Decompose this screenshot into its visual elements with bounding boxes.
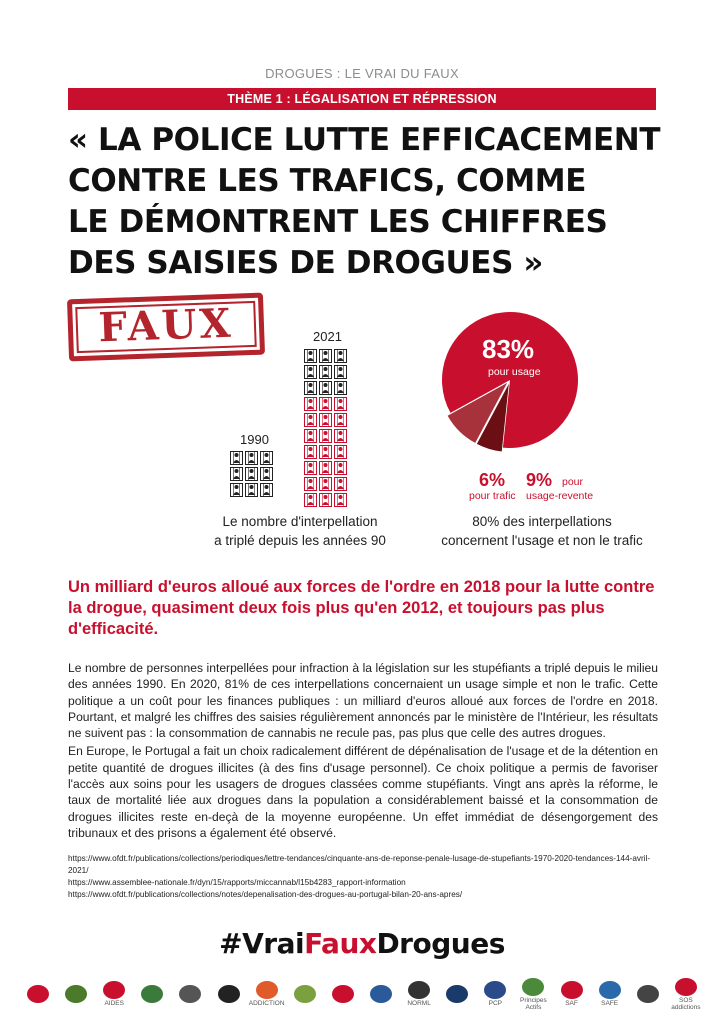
partner-logo-mark-icon [179,985,201,1003]
caption-line: 80% des interpellations [472,514,612,529]
prisoner-icon [319,445,332,459]
partner-logo [287,985,323,1004]
year-1990-label: 1990 [240,432,269,447]
slice-revente-prefix: pour [562,476,584,488]
partner-logo [325,985,361,1004]
partner-logo [515,978,551,1011]
caption-line: a triplé depuis les années 90 [214,533,386,548]
prisoner-icon [304,365,317,379]
slice-usage-value: 83% [482,334,535,364]
pie-caption [422,512,662,550]
prisoner-icon [304,461,317,475]
interpellation-caption [190,512,410,550]
partner-logo [249,981,285,1007]
partner-logo-mark-icon [522,978,544,996]
prisoner-icon [230,467,243,481]
hashtag [0,927,724,960]
partner-logo [96,981,132,1007]
caption-line: concernent l'usage et non le trafic [441,533,643,548]
partner-logo-name: ADDICTION [248,1000,285,1007]
prisoner-icon [319,349,332,363]
partner-logo-mark-icon [484,981,506,999]
prisoner-icon [334,477,347,491]
slice-trafic-label: pour trafic [469,490,516,502]
partner-logo-name: SAFE [601,1000,619,1007]
partner-logo-mark-icon [256,981,278,999]
prisoner-icon [304,381,317,395]
partner-logo [439,985,475,1004]
prisoner-icon [334,365,347,379]
partner-logo [134,985,170,1004]
partner-logo-name: SOS addictions [671,996,701,1011]
headline-line: CONTRE LES TRAFICS, COMME [68,163,586,199]
partner-logo [363,985,399,1004]
partner-logo-mark-icon [446,985,468,1003]
reference-link[interactable]: https://www.ofdt.fr/publications/collections/periodiques/lettre-tendances/cinquante-ans-de-reponse-penale-lusage-de-stupefiants-1970-2020-tendances-144-avril-2021/ [68,854,651,875]
stamp-label: FAUX [97,299,235,352]
partner-logo-mark-icon [408,981,430,999]
prisoner-icon [260,483,273,497]
lead-paragraph: Un milliard d'euros alloué aux forces de l'ordre en 2018 pour la lutte contre la drogue, quasiment deux fois plus qu'en 2012, et toujours pas plus d'efficacité. [68,578,655,638]
partner-logo-mark-icon [141,985,163,1003]
prisoner-icon [304,349,317,363]
partner-logo-name: NORML [407,1000,431,1007]
prisoner-icon [334,349,347,363]
partner-logo-name: AIDES [104,1000,124,1007]
prisoner-icon [319,461,332,475]
prisoner-icon [334,445,347,459]
partner-logo-mark-icon [675,978,697,996]
partner-logo [401,981,437,1007]
partner-logo-mark-icon [637,985,659,1003]
caption-line: Le nombre d'interpellation [222,514,378,529]
year-2021-label: 2021 [313,329,342,344]
prisoner-icon [334,381,347,395]
body-paragraph: En Europe, le Portugal a fait un choix radicalement différent de dépénalisation de l'usage et de la détention en petite quantité de drogues illicites (à des fins d'usage personnel). Ce choix politique a permis de favoriser l'accès aux soins pour les usagers de drogues classées comme stupéfiants. Vingt ans après la réforme, le taux de mortalité liée aux drogues dans la population a considérablement baissé et la consommation de drogues illicites reste en-deçà de la moyenne européenne. Un effet immédiat de désengorgement des tribunaux et des prisons a également été observé. [68,744,658,840]
partner-logo-mark-icon [103,981,125,999]
hashtag-part: Faux [304,927,377,960]
slice-trafic-value: 6% [479,470,506,490]
prisoner-icon [260,467,273,481]
prisoner-icon [304,413,317,427]
prisoner-icon [319,493,332,507]
partner-logo [668,978,704,1011]
partner-logo-name: Principes Actifs [520,996,547,1011]
prisoner-icon [334,397,347,411]
partner-logo [58,985,94,1004]
headline-line: « LA POLICE LUTTE EFFICACEMENT [68,122,661,158]
prisoner-icon [304,477,317,491]
figures-1990 [230,451,273,497]
prisoner-icon [319,477,332,491]
prisoner-icon [304,429,317,443]
prisoner-icon [319,413,332,427]
headline-line: LE DÉMONTRENT LES CHIFFRES [68,204,608,240]
slice-revente-value: 9% [526,470,553,490]
body-paragraph: Le nombre de personnes interpellées pour infraction à la législation sur les stupéfiants a triplé depuis le milieu des années 1990. En 2020, 81% de ces interpellations concernaient un usage simple et non le trafic. Cette politique a un coût pour les finances publiques : un milliard d'euros alloué aux forces de l'ordre en 2018. Pourtant, et malgré les chiffres des saisies régulièrement annoncés par le ministère de l'Intérieur, les résultats ne suivent pas : la consommation de cannabis ne recule pas, pas plus que celle des autres drogues. [68,661,658,741]
prisoner-icon [319,365,332,379]
faux-stamp [67,293,265,362]
prisoner-icon [230,483,243,497]
partner-logo-mark-icon [294,985,316,1003]
reference-link[interactable]: https://www.ofdt.fr/publications/collections/notes/depenalisation-des-drogues-au-portugal-bilan-20-ans-apres/ [68,890,463,899]
reference-link[interactable]: https://www.assemblee-nationale.fr/dyn/15/rapports/miccannab/l15b4283_rapport-information [68,878,406,887]
references [68,853,668,901]
partner-logo [592,981,628,1007]
prisoner-icon [319,397,332,411]
prisoner-icon [304,397,317,411]
partner-logo-mark-icon [370,985,392,1003]
prisoner-icon [334,429,347,443]
prisoner-icon [319,429,332,443]
partner-logo [20,985,56,1004]
partner-logo-mark-icon [218,985,240,1003]
series-kicker: DROGUES : LE VRAI DU FAUX [265,66,459,81]
prisoner-icon [304,493,317,507]
prisoner-icon [334,413,347,427]
headline [68,120,668,284]
prisoner-icon [245,451,258,465]
partner-logo [172,985,208,1004]
hashtag-part: #Vrai [219,927,305,960]
partner-logo [477,981,513,1007]
prisoner-icon [334,461,347,475]
body-text [68,660,658,843]
partner-logo [630,985,666,1004]
prisoner-icon [334,493,347,507]
prisoner-icon [230,451,243,465]
partner-logos [20,976,704,1012]
partner-logo [211,985,247,1004]
prisoner-icon [304,445,317,459]
prisoner-icon [319,381,332,395]
slice-usage-label: pour usage [488,366,541,378]
partner-logo-mark-icon [561,981,583,999]
hashtag-part: Drogues [376,927,505,960]
partner-logo [554,981,590,1007]
usage-pie-chart [440,310,580,470]
slice-revente-label: usage-revente [526,490,594,502]
figures-2021 [304,349,347,507]
partner-logo-mark-icon [65,985,87,1003]
prisoner-icon [260,451,273,465]
theme-banner: THÈME 1 : LÉGALISATION ET RÉPRESSION [68,88,656,110]
headline-line: DES SAISIES DE DROGUES » [68,245,544,281]
partner-logo-name: PCP [488,1000,502,1007]
partner-logo-mark-icon [599,981,621,999]
partner-logo-name: SAF [565,1000,578,1007]
partner-logo-mark-icon [27,985,49,1003]
partner-logo-mark-icon [332,985,354,1003]
prisoner-icon [245,467,258,481]
prisoner-icon [245,483,258,497]
